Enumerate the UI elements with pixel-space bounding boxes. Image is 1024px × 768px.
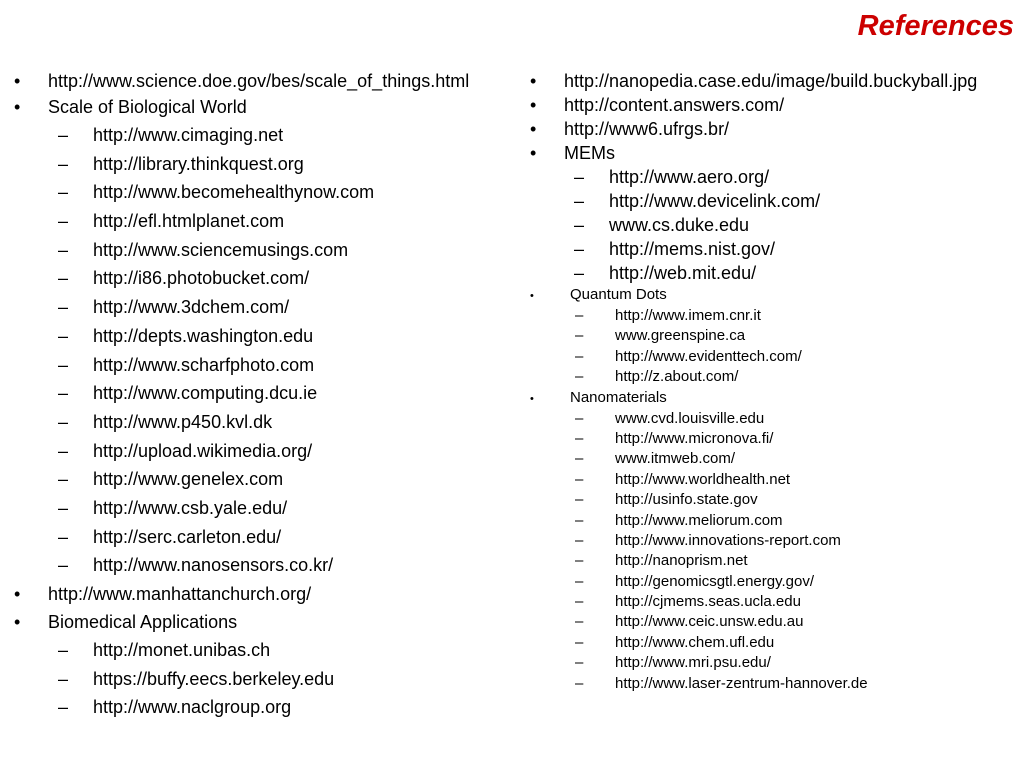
- dash-icon: –: [58, 555, 69, 576]
- list-item: [530, 214, 1010, 236]
- dash-icon: –: [575, 470, 584, 488]
- dash-icon: –: [58, 325, 69, 346]
- dash-icon: –: [575, 368, 584, 386]
- reference-link[interactable]: http://nanoprism.net: [615, 552, 748, 570]
- list-item: [14, 696, 504, 718]
- reference-link[interactable]: http://www.evidenttech.com/: [615, 347, 802, 365]
- list-item: [14, 554, 504, 576]
- dash-icon: –: [575, 307, 584, 324]
- bullet-icon: •: [14, 71, 21, 91]
- list-item: [530, 675, 1010, 693]
- list-item: [14, 210, 504, 232]
- list-item: [530, 286, 1010, 305]
- list-item: [530, 166, 1010, 188]
- dash-icon: –: [58, 354, 69, 375]
- reference-link[interactable]: http://www.sciencemusings.com: [93, 239, 349, 260]
- reference-link[interactable]: http://www.science.doe.gov/bes/scale_of_things.html: [48, 71, 470, 91]
- list-item: [530, 450, 1010, 468]
- bullet-icon: •: [14, 97, 21, 117]
- reference-link[interactable]: www.itmweb.com/: [615, 450, 736, 468]
- reference-link[interactable]: http://www.3dchem.com/: [93, 297, 290, 318]
- reference-link[interactable]: http://cjmems.seas.ucla.edu: [615, 593, 801, 611]
- list-item: [14, 96, 504, 118]
- list-item: [530, 142, 1010, 164]
- section-heading: Nanomaterials: [570, 388, 667, 406]
- dash-icon: –: [575, 491, 584, 509]
- dash-icon: –: [575, 347, 584, 365]
- reference-link[interactable]: http://library.thinkquest.org: [93, 153, 304, 174]
- list-item: [14, 583, 504, 605]
- dash-icon: –: [575, 593, 584, 611]
- dash-icon: –: [575, 429, 584, 447]
- list-item: [530, 654, 1010, 672]
- bullet-icon: •: [530, 95, 537, 115]
- section-heading: Biomedical Applications: [48, 612, 238, 632]
- reference-link[interactable]: http://www.computing.dcu.ie: [93, 383, 318, 404]
- list-item: [530, 94, 1010, 116]
- dash-icon: –: [58, 182, 69, 203]
- list-item: [14, 411, 504, 433]
- list-item: [530, 430, 1010, 448]
- list-item: [530, 410, 1010, 428]
- bullet-icon: •: [530, 392, 534, 405]
- reference-link[interactable]: http://www.scharfphoto.com: [93, 354, 315, 375]
- dash-icon: –: [575, 409, 584, 427]
- list-item: [530, 238, 1010, 260]
- reference-link[interactable]: http://www.micronova.fi/: [615, 429, 774, 447]
- list-item: [14, 526, 504, 548]
- bullet-icon: •: [530, 71, 537, 91]
- dash-icon: –: [575, 531, 584, 549]
- list-item: [530, 613, 1010, 631]
- dash-icon: –: [575, 613, 584, 631]
- reference-link[interactable]: http://www.mri.psu.edu/: [615, 654, 771, 672]
- bullet-icon: •: [530, 119, 537, 139]
- list-item: [530, 368, 1010, 386]
- dash-icon: –: [58, 526, 69, 547]
- dash-icon: –: [58, 153, 69, 174]
- page-title: References: [857, 10, 1014, 42]
- dash-icon: –: [58, 640, 69, 660]
- bullet-icon: •: [530, 143, 537, 163]
- list-item: [14, 296, 504, 318]
- list-item: [14, 497, 504, 519]
- reference-link[interactable]: www.cs.duke.edu: [609, 215, 750, 235]
- list-item: [530, 471, 1010, 489]
- bullet-icon: •: [14, 584, 21, 604]
- list-item: [530, 512, 1010, 530]
- dash-icon: –: [58, 268, 69, 289]
- reference-link[interactable]: http://www.chem.ufl.edu: [615, 633, 775, 651]
- list-item: [14, 639, 504, 661]
- dash-icon: –: [574, 239, 585, 259]
- list-item: [14, 354, 504, 376]
- list-item: [530, 593, 1010, 611]
- list-item: [530, 118, 1010, 140]
- dash-icon: –: [575, 633, 584, 651]
- section-heading: Quantum Dots: [570, 286, 667, 303]
- dash-icon: –: [575, 674, 584, 692]
- list-item: [14, 382, 504, 404]
- list-item: [14, 267, 504, 289]
- dash-icon: –: [58, 497, 69, 518]
- reference-link[interactable]: http://depts.washington.edu: [93, 325, 314, 346]
- list-item: [14, 124, 504, 146]
- bullet-icon: •: [530, 290, 534, 302]
- dash-icon: –: [58, 125, 69, 145]
- list-item: [14, 611, 504, 633]
- dash-icon: –: [58, 469, 69, 490]
- list-item: [14, 70, 504, 92]
- reference-link[interactable]: http://genomicsgtl.energy.gov/: [615, 572, 814, 590]
- dash-icon: –: [574, 191, 585, 211]
- reference-link[interactable]: http://efl.htmlplanet.com: [93, 211, 285, 232]
- reference-link[interactable]: http://i86.photobucket.com/: [93, 268, 310, 289]
- reference-link[interactable]: http://www.laser-zentrum-hannover.de: [615, 674, 868, 692]
- reference-link[interactable]: http://www.naclgroup.org: [93, 697, 292, 718]
- section-heading: Scale of Biological World: [48, 97, 247, 117]
- section-heading: MEMs: [564, 143, 615, 163]
- references-left-column: [14, 70, 504, 725]
- references-right-column: [530, 70, 1010, 695]
- reference-link[interactable]: http://web.mit.edu/: [609, 263, 757, 283]
- reference-link[interactable]: http://www.meliorum.com: [615, 511, 783, 529]
- reference-link[interactable]: http://www.imem.cnr.it: [615, 307, 761, 324]
- list-item: [530, 491, 1010, 509]
- dash-icon: –: [574, 167, 585, 187]
- list-item: [530, 532, 1010, 550]
- dash-icon: –: [575, 511, 584, 529]
- list-item: [530, 327, 1010, 345]
- reference-link[interactable]: http://www.csb.yale.edu/: [93, 497, 288, 518]
- list-item: [14, 468, 504, 490]
- dash-icon: –: [58, 697, 69, 718]
- list-item: [530, 307, 1010, 325]
- reference-link[interactable]: http://monet.unibas.ch: [93, 640, 271, 660]
- reference-link[interactable]: http://www.worldhealth.net: [615, 470, 791, 488]
- reference-link[interactable]: http://www.genelex.com: [93, 469, 284, 490]
- reference-link[interactable]: http://content.answers.com/: [564, 95, 785, 115]
- dash-icon: –: [58, 297, 69, 318]
- list-item: [530, 389, 1010, 408]
- dash-icon: –: [58, 383, 69, 404]
- dash-icon: –: [574, 263, 585, 283]
- list-item: [14, 668, 504, 690]
- dash-icon: –: [575, 450, 584, 468]
- dash-icon: –: [575, 552, 584, 570]
- bullet-icon: •: [14, 612, 21, 632]
- list-item: [530, 190, 1010, 212]
- dash-icon: –: [58, 668, 69, 689]
- dash-icon: –: [58, 440, 69, 461]
- reference-link[interactable]: www.cvd.louisville.edu: [615, 409, 765, 427]
- list-item: [530, 70, 1010, 92]
- reference-link[interactable]: http://www.devicelink.com/: [609, 191, 821, 211]
- reference-link[interactable]: https://buffy.eecs.berkeley.edu: [93, 668, 335, 689]
- reference-link[interactable]: http://upload.wikimedia.org/: [93, 440, 313, 461]
- reference-link[interactable]: http://www6.ufrgs.br/: [564, 119, 730, 139]
- reference-link[interactable]: http://www.cimaging.net: [93, 125, 284, 145]
- reference-link[interactable]: http://www.becomehealthynow.com: [93, 182, 375, 203]
- reference-link[interactable]: http://www.nanosensors.co.kr/: [93, 555, 334, 576]
- dash-icon: –: [575, 572, 584, 590]
- dash-icon: –: [574, 215, 585, 235]
- dash-icon: –: [58, 239, 69, 260]
- list-item: [14, 440, 504, 462]
- reference-link[interactable]: http://www.manhattanchurch.org/: [48, 584, 312, 604]
- reference-link[interactable]: http://z.about.com/: [615, 368, 739, 386]
- dash-icon: –: [58, 411, 69, 432]
- list-item: [14, 239, 504, 261]
- dash-icon: –: [575, 654, 584, 672]
- reference-link[interactable]: http://www.aero.org/: [609, 167, 770, 187]
- list-item: [14, 325, 504, 347]
- reference-link[interactable]: http://usinfo.state.gov: [615, 491, 758, 509]
- list-item: [530, 634, 1010, 652]
- list-item: [530, 262, 1010, 284]
- list-item: [14, 181, 504, 203]
- reference-link[interactable]: http://www.p450.kvl.dk: [93, 411, 273, 432]
- dash-icon: –: [58, 211, 69, 232]
- reference-link[interactable]: http://serc.carleton.edu/: [93, 526, 282, 547]
- list-item: [530, 552, 1010, 570]
- dash-icon: –: [575, 327, 584, 345]
- list-item: [14, 153, 504, 175]
- list-item: [530, 573, 1010, 591]
- reference-link[interactable]: http://nanopedia.case.edu/image/build.buckyball.jpg: [564, 71, 978, 91]
- reference-link[interactable]: http://www.ceic.unsw.edu.au: [615, 613, 804, 631]
- reference-link[interactable]: www.greenspine.ca: [615, 327, 746, 345]
- reference-link[interactable]: http://mems.nist.gov/: [609, 239, 776, 259]
- reference-link[interactable]: http://www.innovations-report.com: [615, 531, 841, 549]
- list-item: [530, 348, 1010, 366]
